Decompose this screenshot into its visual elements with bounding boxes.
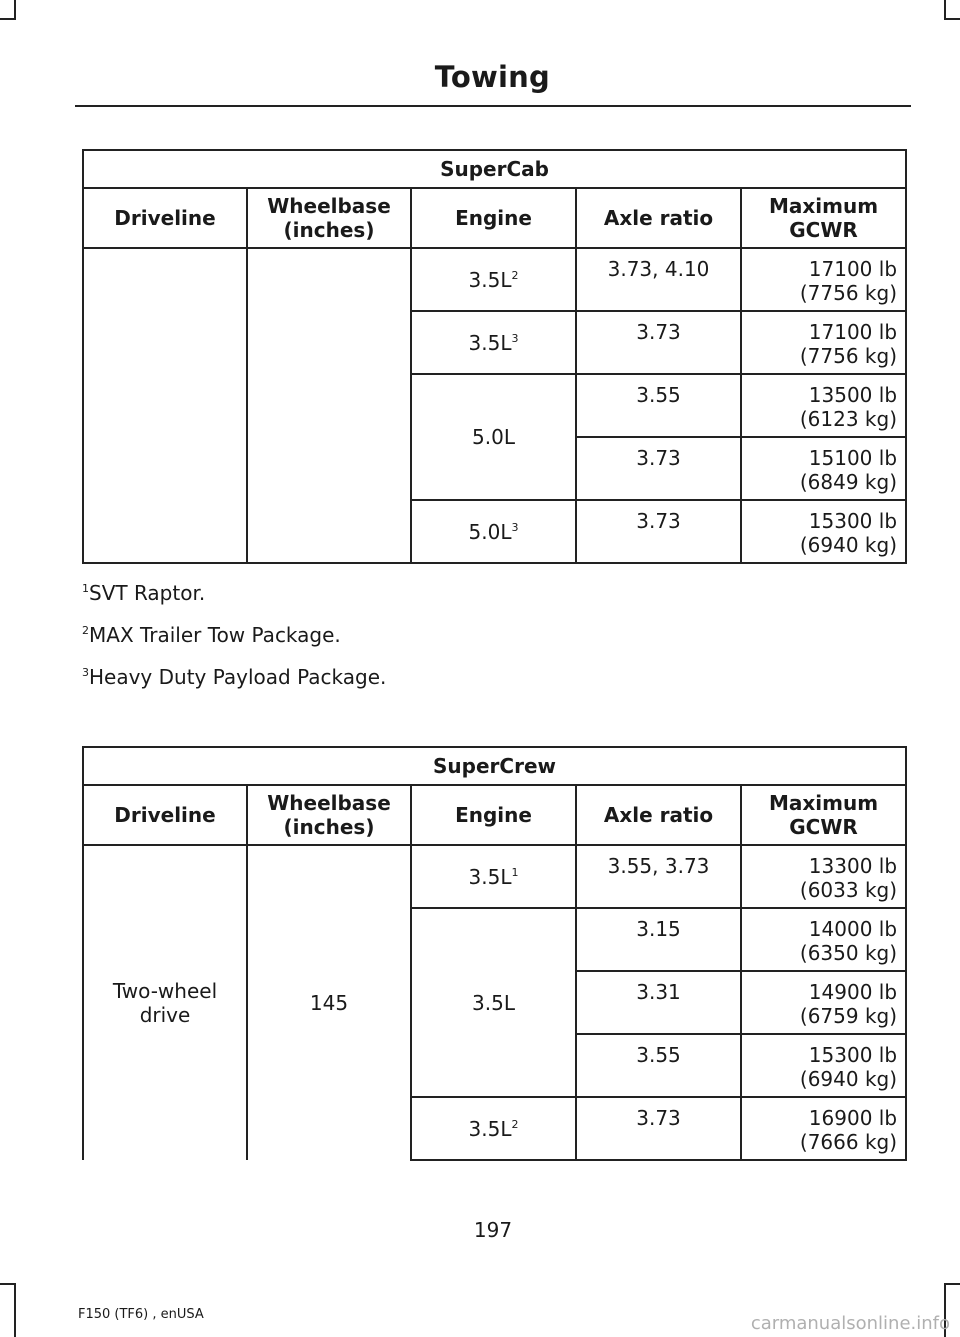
axle-ratio-cell: 3.31: [576, 971, 741, 1034]
footnote-ref: 2: [511, 268, 519, 282]
column-header-engine: Engine: [411, 188, 576, 248]
axle-ratio-cell: 3.73: [576, 437, 741, 500]
column-header-gcwr: Maximum GCWR: [741, 188, 906, 248]
footnote: $^2$MAX Trailer Tow Package.: [82, 623, 341, 647]
gcwr-cell: 17100 lb (7756 kg): [741, 248, 906, 311]
page-number: 197: [473, 1218, 513, 1242]
page-title: Towing: [434, 60, 550, 94]
footnote-ref: 1: [511, 865, 519, 879]
axle-ratio-cell: 3.55, 3.73: [576, 845, 741, 908]
column-header-axle-ratio: Axle ratio: [576, 785, 741, 845]
engine-cell: $3.5L^2$: [411, 1097, 576, 1160]
engine-cell: 5.0L: [411, 374, 576, 500]
gcwr-cell: 16900 lb (7666 kg): [741, 1097, 906, 1160]
table-caption: SuperCab: [83, 150, 906, 188]
wheelbase-cell: [247, 248, 411, 563]
gcwr-cell: 15300 lb (6940 kg): [741, 500, 906, 563]
axle-ratio-cell: 3.55: [576, 374, 741, 437]
crop-mark-bottom-left-h: [0, 1283, 16, 1285]
crop-mark-bottom-right-h: [944, 1283, 960, 1285]
axle-ratio-cell: 3.73, 4.10: [576, 248, 741, 311]
gcwr-cell: 15100 lb (6849 kg): [741, 437, 906, 500]
axle-ratio-cell: 3.73: [576, 311, 741, 374]
engine-cell: $3.5L^3$: [411, 311, 576, 374]
driveline-cell: Two-wheel drive: [83, 845, 247, 1160]
column-header-wheelbase: Wheelbase (inches): [247, 188, 411, 248]
title-divider: [75, 105, 911, 107]
gcwr-cell: 15300 lb (6940 kg): [741, 1034, 906, 1097]
wheelbase-cell: 145: [247, 845, 411, 1160]
footnote: $^1$SVT Raptor.: [82, 581, 206, 605]
supercab-table: [82, 149, 907, 564]
axle-ratio-cell: 3.55: [576, 1034, 741, 1097]
crop-mark-top-left-h: [0, 18, 16, 20]
crop-mark-top-right: [944, 0, 946, 18]
gcwr-cell: 14900 lb (6759 kg): [741, 971, 906, 1034]
crop-mark-top-left: [14, 0, 16, 18]
crop-mark-bottom-left: [14, 1283, 16, 1337]
footnote-ref: 2: [511, 1117, 519, 1131]
column-header-engine: Engine: [411, 785, 576, 845]
axle-ratio-cell: 3.15: [576, 908, 741, 971]
table-row: [83, 248, 906, 311]
column-header-gcwr: Maximum GCWR: [741, 785, 906, 845]
axle-ratio-cell: 3.73: [576, 1097, 741, 1160]
axle-ratio-cell: 3.73: [576, 500, 741, 563]
gcwr-cell: 13500 lb (6123 kg): [741, 374, 906, 437]
column-header-wheelbase: Wheelbase (inches): [247, 785, 411, 845]
footnote-ref: 3: [511, 520, 519, 534]
column-header-driveline: Driveline: [83, 785, 247, 845]
column-header-axle-ratio: Axle ratio: [576, 188, 741, 248]
gcwr-cell: 17100 lb (7756 kg): [741, 311, 906, 374]
table-caption: SuperCrew: [83, 747, 906, 785]
engine-cell: 3.5L: [411, 908, 576, 1097]
gcwr-cell: 13300 lb (6033 kg): [741, 845, 906, 908]
footnotes: [82, 580, 386, 706]
gcwr-cell: 14000 lb (6350 kg): [741, 908, 906, 971]
footnote-ref: 3: [511, 331, 519, 345]
document-id: F150 (TF6) , enUSA: [78, 1307, 204, 1322]
column-header-driveline: Driveline: [83, 188, 247, 248]
table-row: [83, 845, 906, 908]
watermark: carmanualsonline.info: [750, 1313, 950, 1334]
engine-cell: $3.5L^2$: [411, 248, 576, 311]
driveline-cell: [83, 248, 247, 563]
engine-cell: $5.0L^3$: [411, 500, 576, 563]
engine-cell: $3.5L^1$: [411, 845, 576, 908]
crop-mark-top-right-h: [944, 18, 960, 20]
supercrew-table: [82, 746, 907, 1161]
footnote: $^3$Heavy Duty Payload Package.: [82, 665, 387, 689]
